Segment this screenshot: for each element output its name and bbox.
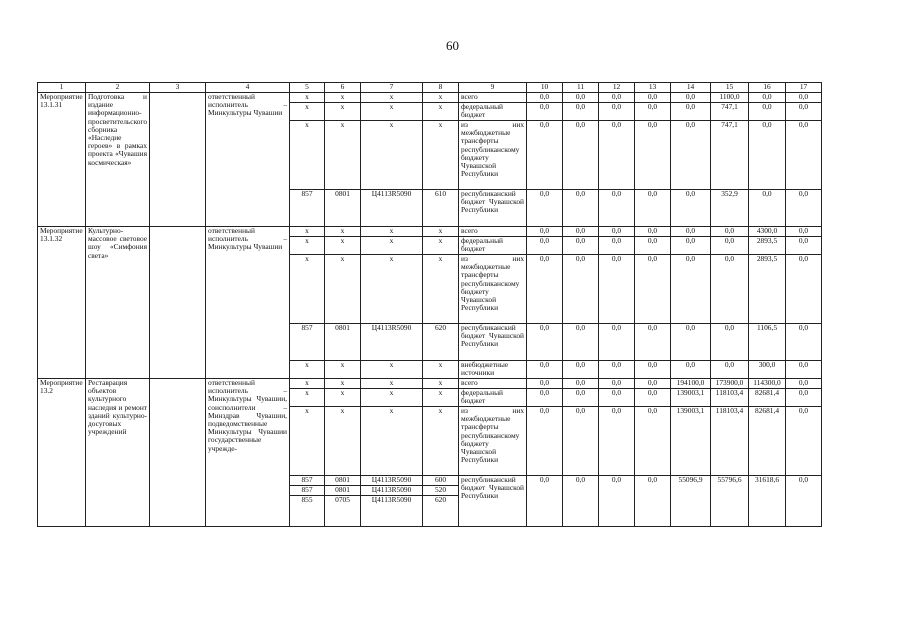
code-cell: х — [325, 227, 361, 237]
column-header-14: 14 — [671, 83, 711, 93]
code-cell: х — [325, 121, 361, 190]
measure-code: Мероприятие 13.2 — [38, 379, 86, 527]
value-cell: 0,0 — [671, 361, 711, 379]
value-cell: 0,0 — [635, 103, 671, 121]
value-cell: 0,0 — [635, 379, 671, 389]
value-cell: 0,0 — [563, 476, 599, 527]
value-cell: 114300,0 — [749, 379, 786, 389]
value-cell: 0,0 — [635, 324, 671, 361]
value-cell: 31618,6 — [749, 476, 786, 527]
funding-source: республиканский бюджет Чувашской Республики — [459, 324, 527, 361]
value-cell: 0,0 — [786, 255, 822, 324]
value-cell: 0,0 — [749, 103, 786, 121]
value-cell: 0,0 — [563, 379, 599, 389]
budget-table — [37, 82, 822, 527]
value-cell: 0,0 — [786, 407, 822, 476]
page-number: 60 — [446, 38, 459, 53]
value-cell: 0,0 — [599, 407, 635, 476]
value-cell: 0,0 — [711, 361, 749, 379]
code-cell: 600 — [423, 476, 459, 486]
value-cell: 1100,0 — [711, 93, 749, 103]
column-header-6: 6 — [325, 83, 361, 93]
code-cell: х — [423, 407, 459, 476]
code-cell: х — [290, 379, 325, 389]
code-cell: х — [361, 361, 423, 379]
code-cell: х — [325, 379, 361, 389]
value-cell: 2893,5 — [749, 255, 786, 324]
funding-source: всего — [459, 227, 527, 237]
code-cell: Ц4113R5090 — [361, 190, 423, 227]
funding-source: всего — [459, 93, 527, 103]
code-cell: 857 — [290, 486, 325, 496]
value-cell: 82681,4 — [749, 389, 786, 407]
code-cell: х — [361, 103, 423, 121]
value-cell: 0,0 — [749, 121, 786, 190]
funding-source: из них межбюджетные трансферты республиканскому бюджету Чувашской Республики — [459, 407, 527, 476]
column-header-10: 10 — [527, 83, 563, 93]
table-body — [38, 83, 822, 527]
value-cell: 0,0 — [711, 255, 749, 324]
value-cell: 0,0 — [786, 379, 822, 389]
value-cell: 0,0 — [786, 103, 822, 121]
funding-source: из них межбюджетные трансферты республиканскому бюджету Чувашской Республики — [459, 121, 527, 190]
column-header-5: 5 — [290, 83, 325, 93]
funding-source: федеральный бюджет — [459, 103, 527, 121]
measure-name: Подготовка и издание информационно-просветительского сборника «Наследие героев» в рамках проекта «Чувашия космическая» — [86, 93, 150, 227]
code-cell: 855 — [290, 496, 325, 527]
measure-code: Мероприятие 13.1.31 — [38, 93, 86, 227]
value-cell: 0,0 — [599, 227, 635, 237]
value-cell: 0,0 — [527, 361, 563, 379]
value-cell: 0,0 — [786, 476, 822, 527]
value-cell: 0,0 — [635, 407, 671, 476]
code-cell: х — [325, 103, 361, 121]
funding-source: федеральный бюджет — [459, 237, 527, 255]
value-cell: 0,0 — [527, 407, 563, 476]
code-cell: х — [423, 227, 459, 237]
code-cell: х — [361, 237, 423, 255]
funding-source: внебюджетные источники — [459, 361, 527, 379]
column-header-16: 16 — [749, 83, 786, 93]
value-cell: 194100,0 — [671, 379, 711, 389]
code-cell: х — [423, 121, 459, 190]
value-cell: 0,0 — [671, 93, 711, 103]
value-cell: 300,0 — [749, 361, 786, 379]
value-cell: 0,0 — [671, 255, 711, 324]
value-cell: 0,0 — [711, 237, 749, 255]
empty-cell — [150, 379, 206, 527]
value-cell: 352,9 — [711, 190, 749, 227]
value-cell: 0,0 — [786, 389, 822, 407]
value-cell: 0,0 — [671, 237, 711, 255]
column-header-2: 2 — [86, 83, 150, 93]
code-cell: х — [361, 379, 423, 389]
code-cell: х — [290, 407, 325, 476]
code-cell: х — [325, 237, 361, 255]
value-cell: 0,0 — [563, 227, 599, 237]
value-cell: 0,0 — [599, 190, 635, 227]
funding-source: республиканский бюджет Чувашской Республики — [459, 190, 527, 227]
value-cell: 0,0 — [599, 476, 635, 527]
value-cell: 0,0 — [635, 190, 671, 227]
code-cell: 620 — [423, 324, 459, 361]
column-header-15: 15 — [711, 83, 749, 93]
funding-source: из них межбюджетные трансферты республиканскому бюджету Чувашской Республики — [459, 255, 527, 324]
code-cell: х — [290, 237, 325, 255]
code-cell: х — [290, 121, 325, 190]
value-cell: 0,0 — [599, 255, 635, 324]
measure-executor: ответственный исполнитель – Минкультуры Чувашии — [206, 227, 290, 379]
code-cell: х — [290, 93, 325, 103]
code-cell: х — [361, 93, 423, 103]
code-cell: х — [423, 237, 459, 255]
value-cell: 0,0 — [671, 324, 711, 361]
measure-executor: ответственный исполнитель – Минкультуры Чувашии — [206, 93, 290, 227]
column-header-9: 9 — [459, 83, 527, 93]
value-cell: 0,0 — [786, 237, 822, 255]
value-cell: 0,0 — [599, 121, 635, 190]
code-cell: х — [361, 255, 423, 324]
code-cell: х — [361, 227, 423, 237]
value-cell: 0,0 — [635, 476, 671, 527]
value-cell: 0,0 — [527, 389, 563, 407]
column-header-3: 3 — [150, 83, 206, 93]
value-cell: 1106,5 — [749, 324, 786, 361]
value-cell: 0,0 — [599, 93, 635, 103]
code-cell: х — [423, 379, 459, 389]
value-cell: 0,0 — [599, 379, 635, 389]
value-cell: 118103,4 — [711, 389, 749, 407]
code-cell: Ц4113R5090 — [361, 486, 423, 496]
value-cell: 0,0 — [527, 93, 563, 103]
column-header-7: 7 — [361, 83, 423, 93]
code-cell: х — [290, 227, 325, 237]
value-cell: 0,0 — [711, 324, 749, 361]
column-header-8: 8 — [423, 83, 459, 93]
value-cell: 0,0 — [527, 255, 563, 324]
value-cell: 0,0 — [749, 190, 786, 227]
funding-source: всего — [459, 379, 527, 389]
code-cell: Ц4113R5090 — [361, 476, 423, 486]
code-cell: х — [290, 103, 325, 121]
code-cell: 0705 — [325, 496, 361, 527]
value-cell: 2893,5 — [749, 237, 786, 255]
value-cell: 0,0 — [563, 103, 599, 121]
value-cell: 747,1 — [711, 121, 749, 190]
measure-name: Культурно-массовое световое шоу «Симфония света» — [86, 227, 150, 379]
value-cell: 0,0 — [563, 93, 599, 103]
code-cell: 0801 — [325, 324, 361, 361]
value-cell: 0,0 — [711, 227, 749, 237]
value-cell: 747,1 — [711, 103, 749, 121]
value-cell: 0,0 — [563, 389, 599, 407]
value-cell: 0,0 — [671, 121, 711, 190]
value-cell: 4300,0 — [749, 227, 786, 237]
code-cell: х — [290, 255, 325, 324]
value-cell: 0,0 — [671, 227, 711, 237]
value-cell: 0,0 — [786, 190, 822, 227]
code-cell: х — [325, 93, 361, 103]
value-cell: 0,0 — [635, 93, 671, 103]
empty-cell — [150, 93, 206, 227]
value-cell: 0,0 — [563, 121, 599, 190]
value-cell: 0,0 — [786, 93, 822, 103]
code-cell: 857 — [290, 324, 325, 361]
value-cell: 0,0 — [563, 361, 599, 379]
code-cell: 620 — [423, 496, 459, 527]
code-cell: х — [423, 93, 459, 103]
code-cell: 520 — [423, 486, 459, 496]
table-row — [38, 93, 822, 103]
value-cell: 0,0 — [786, 324, 822, 361]
code-cell: х — [361, 389, 423, 407]
value-cell: 0,0 — [635, 361, 671, 379]
value-cell: 0,0 — [749, 93, 786, 103]
code-cell: х — [290, 361, 325, 379]
code-cell: х — [423, 389, 459, 407]
column-header-11: 11 — [563, 83, 599, 93]
value-cell: 82681,4 — [749, 407, 786, 476]
value-cell: 0,0 — [527, 121, 563, 190]
column-header-17: 17 — [786, 83, 822, 93]
code-cell: 857 — [290, 476, 325, 486]
value-cell: 0,0 — [527, 324, 563, 361]
value-cell: 0,0 — [786, 121, 822, 190]
value-cell: 0,0 — [527, 237, 563, 255]
header-row — [38, 83, 822, 93]
value-cell: 0,0 — [563, 190, 599, 227]
table-row — [38, 379, 822, 389]
value-cell: 0,0 — [527, 103, 563, 121]
empty-cell — [150, 227, 206, 379]
value-cell: 0,0 — [527, 227, 563, 237]
value-cell: 0,0 — [599, 237, 635, 255]
value-cell: 0,0 — [527, 379, 563, 389]
value-cell: 0,0 — [786, 227, 822, 237]
value-cell: 0,0 — [563, 237, 599, 255]
measure-executor: ответственный исполнитель – Минкультуры Чувашии, соисполнители – Минздрав Чувашии, подведомственные Минкультуры Чувашии государственные учрежде- — [206, 379, 290, 527]
value-cell: 0,0 — [635, 255, 671, 324]
code-cell: 857 — [290, 190, 325, 227]
code-cell: Ц4113R5090 — [361, 496, 423, 527]
code-cell: х — [361, 407, 423, 476]
funding-source: федеральный бюджет — [459, 389, 527, 407]
value-cell: 0,0 — [563, 324, 599, 361]
measure-code: Мероприятие 13.1.32 — [38, 227, 86, 379]
value-cell: 118103,4 — [711, 407, 749, 476]
code-cell: х — [423, 361, 459, 379]
table-row — [38, 227, 822, 237]
value-cell: 0,0 — [599, 389, 635, 407]
code-cell: х — [325, 361, 361, 379]
funding-source: республиканский бюджет Чувашской Республики — [459, 476, 527, 527]
code-cell: х — [325, 255, 361, 324]
code-cell: х — [325, 407, 361, 476]
code-cell: х — [361, 121, 423, 190]
code-cell: Ц4113R5090 — [361, 324, 423, 361]
value-cell: 139003,1 — [671, 407, 711, 476]
column-header-1: 1 — [38, 83, 86, 93]
code-cell: 610 — [423, 190, 459, 227]
value-cell: 0,0 — [635, 389, 671, 407]
value-cell: 0,0 — [671, 103, 711, 121]
code-cell: х — [423, 103, 459, 121]
value-cell: 55096,9 — [671, 476, 711, 527]
code-cell: х — [325, 389, 361, 407]
column-header-13: 13 — [635, 83, 671, 93]
code-cell: 0801 — [325, 476, 361, 486]
value-cell: 173900,0 — [711, 379, 749, 389]
code-cell: х — [290, 389, 325, 407]
value-cell: 0,0 — [599, 103, 635, 121]
value-cell: 0,0 — [635, 227, 671, 237]
value-cell: 139003,1 — [671, 389, 711, 407]
value-cell: 0,0 — [786, 361, 822, 379]
value-cell: 0,0 — [635, 121, 671, 190]
value-cell: 0,0 — [671, 190, 711, 227]
value-cell: 0,0 — [563, 255, 599, 324]
value-cell: 0,0 — [599, 324, 635, 361]
value-cell: 0,0 — [635, 237, 671, 255]
code-cell: х — [423, 255, 459, 324]
measure-name: Реставрация объектов культурного наследия и ремонт зданий культурно-досуговых учреждений — [86, 379, 150, 527]
value-cell: 55796,6 — [711, 476, 749, 527]
column-header-12: 12 — [599, 83, 635, 93]
column-header-4: 4 — [206, 83, 290, 93]
value-cell: 0,0 — [563, 407, 599, 476]
code-cell: 0801 — [325, 486, 361, 496]
value-cell: 0,0 — [599, 361, 635, 379]
value-cell: 0,0 — [527, 476, 563, 527]
code-cell: 0801 — [325, 190, 361, 227]
value-cell: 0,0 — [527, 190, 563, 227]
